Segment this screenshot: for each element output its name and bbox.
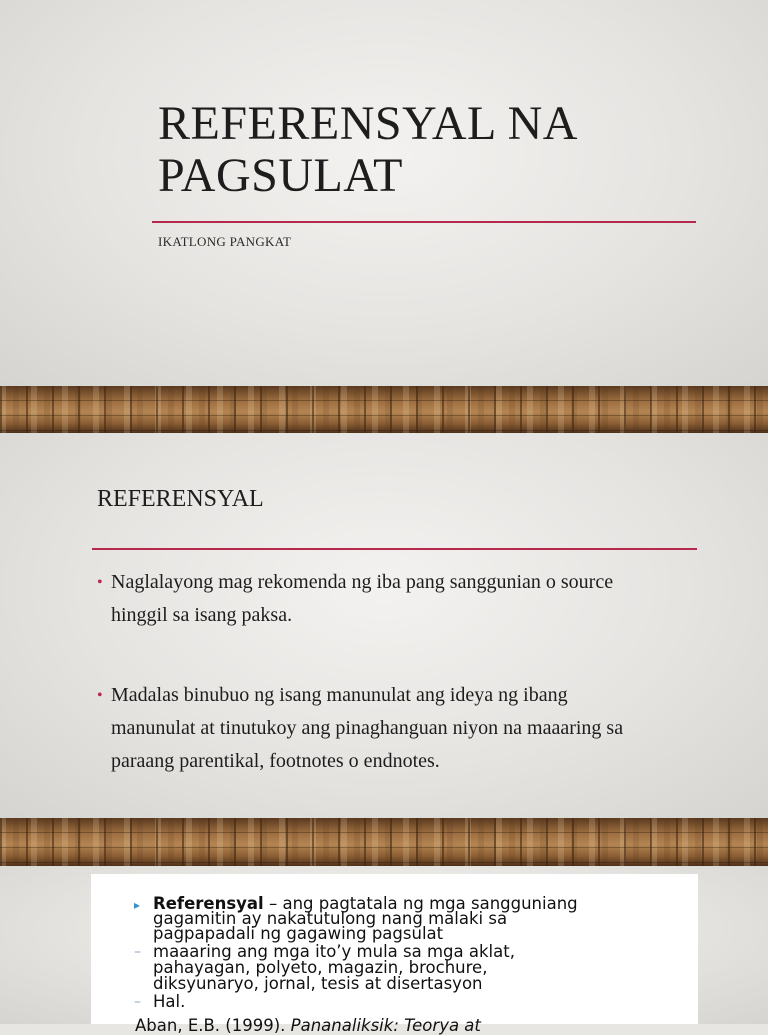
embedded-image-panel (91, 874, 698, 1035)
panel-line: diksyunaryo, jornal, tesis at disertasyon (153, 974, 483, 993)
bullet-line: manunulat at tinutukoy ang pinaghanguan niyon na maaaring sa (111, 717, 624, 739)
panel-line: Hal. (153, 992, 186, 1011)
triangle-bullet-icon: ▸ (134, 898, 141, 912)
bullet-item (97, 679, 697, 778)
slide-subtitle: IKATLONG PANGKAT (158, 234, 292, 249)
title-line-1: REFERENSYAL NA (158, 97, 578, 150)
slide-heading: REFERENSYAL (97, 486, 264, 512)
bullet-icon: • (97, 574, 103, 591)
bullet-line: Naglalayong mag rekomenda ng iba pang sanggunian o source (111, 571, 614, 593)
title-slide (0, 0, 768, 386)
bold-term: Referensyal (153, 894, 264, 913)
panel-line: pagpapadali ng gagawing pagsulat (153, 924, 444, 943)
dash-bullet-icon: – (134, 994, 141, 1010)
heading-divider (92, 548, 697, 550)
bullet-line: hinggil sa isang paksa. (111, 604, 293, 626)
dash-bullet-icon: – (134, 944, 141, 960)
title-divider (152, 221, 696, 223)
bullet-item (97, 566, 697, 632)
image-slide (0, 866, 768, 1035)
panel-line: gagamitin ay nakatutulong nang malaki sa (153, 909, 508, 928)
bullet-icon: • (97, 687, 103, 704)
wood-floor-divider (0, 818, 768, 866)
term-definition: – ang pagtatala ng mga sangguniang (263, 894, 578, 913)
panel-line: maaaring ang mga ito’y mula sa mga aklat, (153, 942, 515, 961)
panel-line: pahayagan, polyeto, magazin, brochure, (153, 958, 488, 977)
reference-author: Aban, E.B. (1999). (135, 1016, 291, 1035)
content-slide (0, 433, 768, 818)
bullet-list (97, 566, 697, 825)
bullet-line: Madalas binubuo ng isang manunulat ang ideya ng ibang (111, 684, 568, 706)
reference-title: Pananaliksik: Teorya at (290, 1016, 481, 1035)
title-line-2: PAGSULAT (158, 149, 403, 202)
reference-line (135, 1016, 481, 1035)
wood-floor-divider (0, 386, 768, 433)
slide-title (158, 98, 718, 202)
bullet-line: paraang parentikal, footnotes o endnotes. (111, 750, 440, 772)
